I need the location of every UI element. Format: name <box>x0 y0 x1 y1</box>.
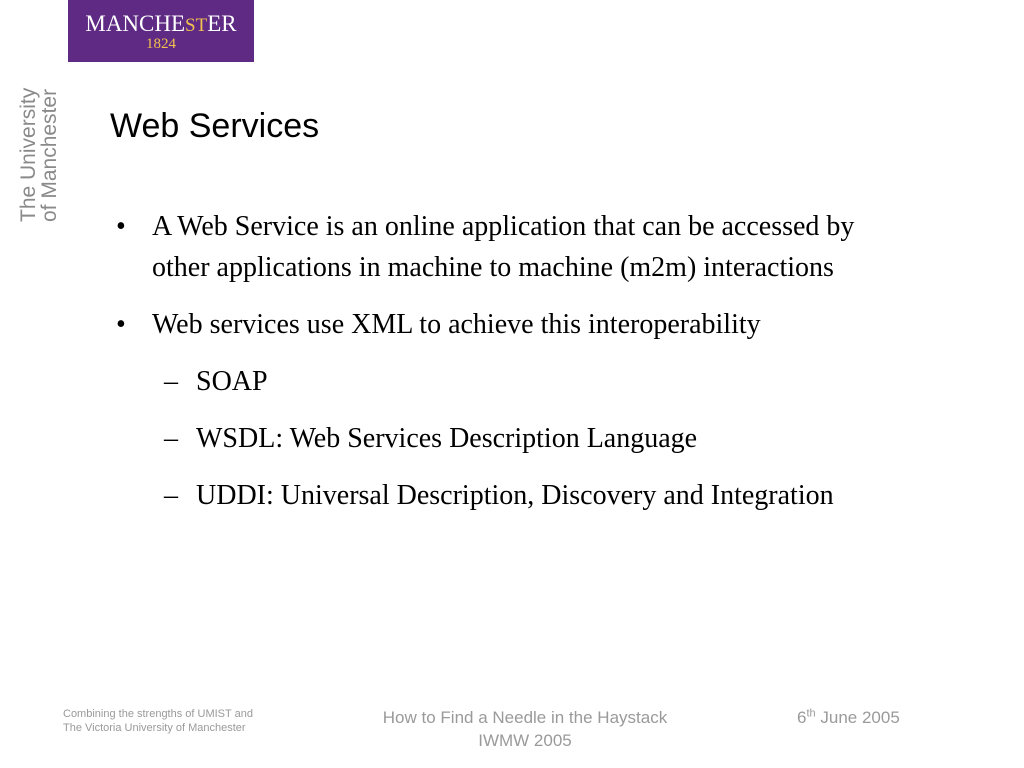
bullet-marker: • <box>116 309 126 340</box>
sub-bullet-item <box>110 418 910 459</box>
footer-tagline-line1: Combining the strengths of UMIST and <box>63 708 253 720</box>
sub-bullet-marker: – <box>164 480 178 511</box>
vertical-university-name <box>18 66 68 222</box>
university-logo <box>68 0 254 62</box>
sub-bullet-marker: – <box>164 366 178 397</box>
logo-year: 1824 <box>146 36 176 52</box>
vertical-text-line2: of Manchester <box>38 88 61 222</box>
footer-tagline-line2: The Victoria University of Manchester <box>63 722 246 734</box>
sub-bullet-text: UDDI: Universal Description, Discovery and Integration <box>196 480 834 511</box>
sub-bullet-item <box>110 475 910 516</box>
slide-body <box>110 206 910 532</box>
footer-date-day: 6 <box>797 708 807 727</box>
bullet-text: A Web Service is an online application that can be accessed by other applications in machine to machine (m2m) interactions <box>152 211 855 283</box>
bullet-text: Web services use XML to achieve this interoperability <box>152 309 761 340</box>
sub-bullet-text: SOAP <box>196 366 268 397</box>
footer-tagline <box>63 707 283 735</box>
bullet-item <box>110 206 910 288</box>
sub-bullet-marker: – <box>164 423 178 454</box>
footer-date <box>797 706 900 729</box>
footer-center-line2: IWMW 2005 <box>478 731 572 750</box>
bullet-marker: • <box>116 211 126 242</box>
sub-bullet-item <box>110 361 910 402</box>
footer-date-rest: June 2005 <box>815 708 900 727</box>
footer-presentation-title <box>340 706 710 752</box>
bullet-item <box>110 304 910 345</box>
vertical-text-line1: The University <box>17 87 40 222</box>
logo-wordmark: MANCHESTER <box>85 11 237 36</box>
footer-date-suffix: th <box>806 707 816 720</box>
footer-center-line1: How to Find a Needle in the Haystack <box>382 708 668 727</box>
slide-title: Web Services <box>110 107 320 145</box>
sub-bullet-text: WSDL: Web Services Description Language <box>196 423 698 454</box>
